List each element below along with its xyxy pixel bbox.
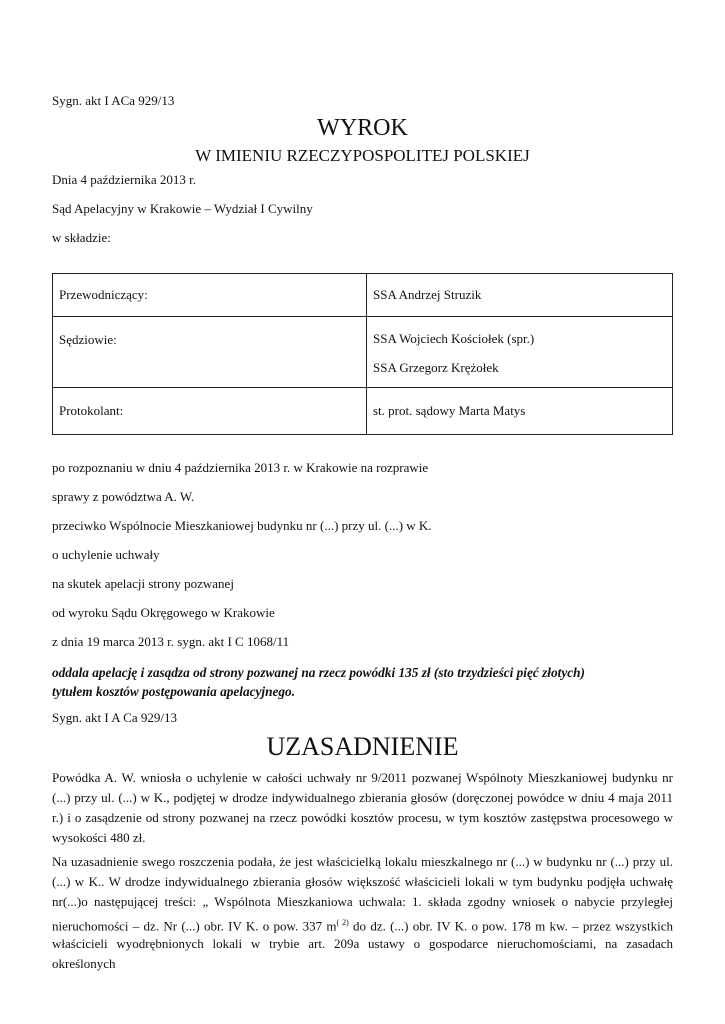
body-line: na skutek apelacji strony pozwanej: [52, 576, 234, 591]
document-title: WYROK: [317, 115, 408, 141]
paragraph-line: Powódka A. W. wniosła o uchylenie w całości uchwały nr 9/2011 pozwanej Wspólnoty Mieszkaniowej budynku nr: [52, 770, 673, 785]
paragraph-line: r.) i o zasądzenie od strony pozwanej na rzecz powódki kosztów procesu, w tym kosztów zastępstwa procesowego w: [52, 810, 673, 825]
judge-name: SSA Grzegorz Krężołek: [373, 360, 499, 375]
ruling-text: oddala apelację i zasądza od strony pozwanej na rzecz powódki 135 zł (sto trzydzieści pięć złotych): [52, 665, 585, 680]
paragraph-line: nr(...)o następującej treści: „ Wspólnota Mieszkaniowa uchwala: 1. składa zgodny wniosek o nabycie przyległej: [52, 894, 673, 909]
body-line: sprawy z powództwa A. W.: [52, 489, 195, 504]
paragraph-line: właścicieli wyodrębnionych lokali w trybie art. 209a ustawy o gospodarce nieruchomościami, na zasadach określonych: [52, 936, 673, 971]
case-reference: Sygn. akt I ACa 929/13: [52, 93, 175, 108]
paragraph-line: nieruchomości – dz. Nr (...) obr. IV K. o pow. 337 $m^{( 2)}$ do dz. (...) obr. IV K. o pow. 178 m kw. – przez wszystkich: [52, 918, 673, 934]
composition-line: w składzie:: [52, 230, 111, 245]
presiding-label: Przewodniczący:: [53, 274, 367, 317]
court-line: Sąd Apelacyjny w Krakowie – Wydział I Cywilny: [52, 201, 313, 216]
table-row: [53, 274, 673, 317]
body-line: z dnia 19 marca 2013 r. sygn. akt I C 1068/11: [52, 634, 290, 649]
document-subtitle: W IMIENIU RZECZYPOSPOLITEJ POLSKIEJ: [195, 146, 530, 165]
recorder-label: Protokolant:: [53, 388, 367, 435]
paragraph-line: (...) w K.. W drodze indywidualnego zbierania głosów większość właścicieli lokali w tym budynku podjęła uchwałę: [52, 874, 673, 889]
paragraph-line: (...) przy ul. (...) w K., podjętej w drodze indywidualnego zbierania głosów (doręczonej powódce w dniu 4 maja 2011: [52, 790, 673, 805]
paragraph-line: wysokości 480 zł.: [52, 830, 146, 845]
judges-cell: [367, 317, 673, 388]
table-row: [53, 317, 673, 388]
body-line: o uchylenie uchwały: [52, 547, 160, 562]
justification-title: UZASADNIENIE: [266, 732, 459, 761]
superscript: ( 2): [336, 918, 349, 927]
judge-name: SSA Wojciech Kościołek (spr.): [373, 331, 535, 346]
recorder-value: st. prot. sądowy Marta Matys: [367, 388, 673, 435]
judges-label: Sędziowie:: [53, 317, 367, 388]
body-line: po rozpoznaniu w dniu 4 października 2013 r. w Krakowie na rozprawie: [52, 460, 429, 475]
ruling-text: tytułem kosztów postępowania apelacyjnego.: [52, 684, 296, 699]
date-line: Dnia 4 października 2013 r.: [52, 172, 197, 187]
paragraph-line: Na uzasadnienie swego roszczenia podała, że jest właścicielką lokalu mieszkalnego nr (...) w budynku nr (...) przy ul.: [52, 854, 673, 869]
presiding-value: SSA Andrzej Struzik: [367, 274, 673, 317]
case-reference: Sygn. akt I A Ca 929/13: [52, 710, 177, 725]
body-line: od wyroku Sądu Okręgowego w Krakowie: [52, 605, 275, 620]
panel-table: [52, 273, 673, 435]
justification-paragraph: [52, 852, 673, 971]
justification-paragraph: [52, 768, 673, 848]
table-row: [53, 388, 673, 435]
body-line: przeciwko Wspólnocie Mieszkaniowej budynku nr (...) przy ul. (...) w K.: [52, 518, 432, 533]
